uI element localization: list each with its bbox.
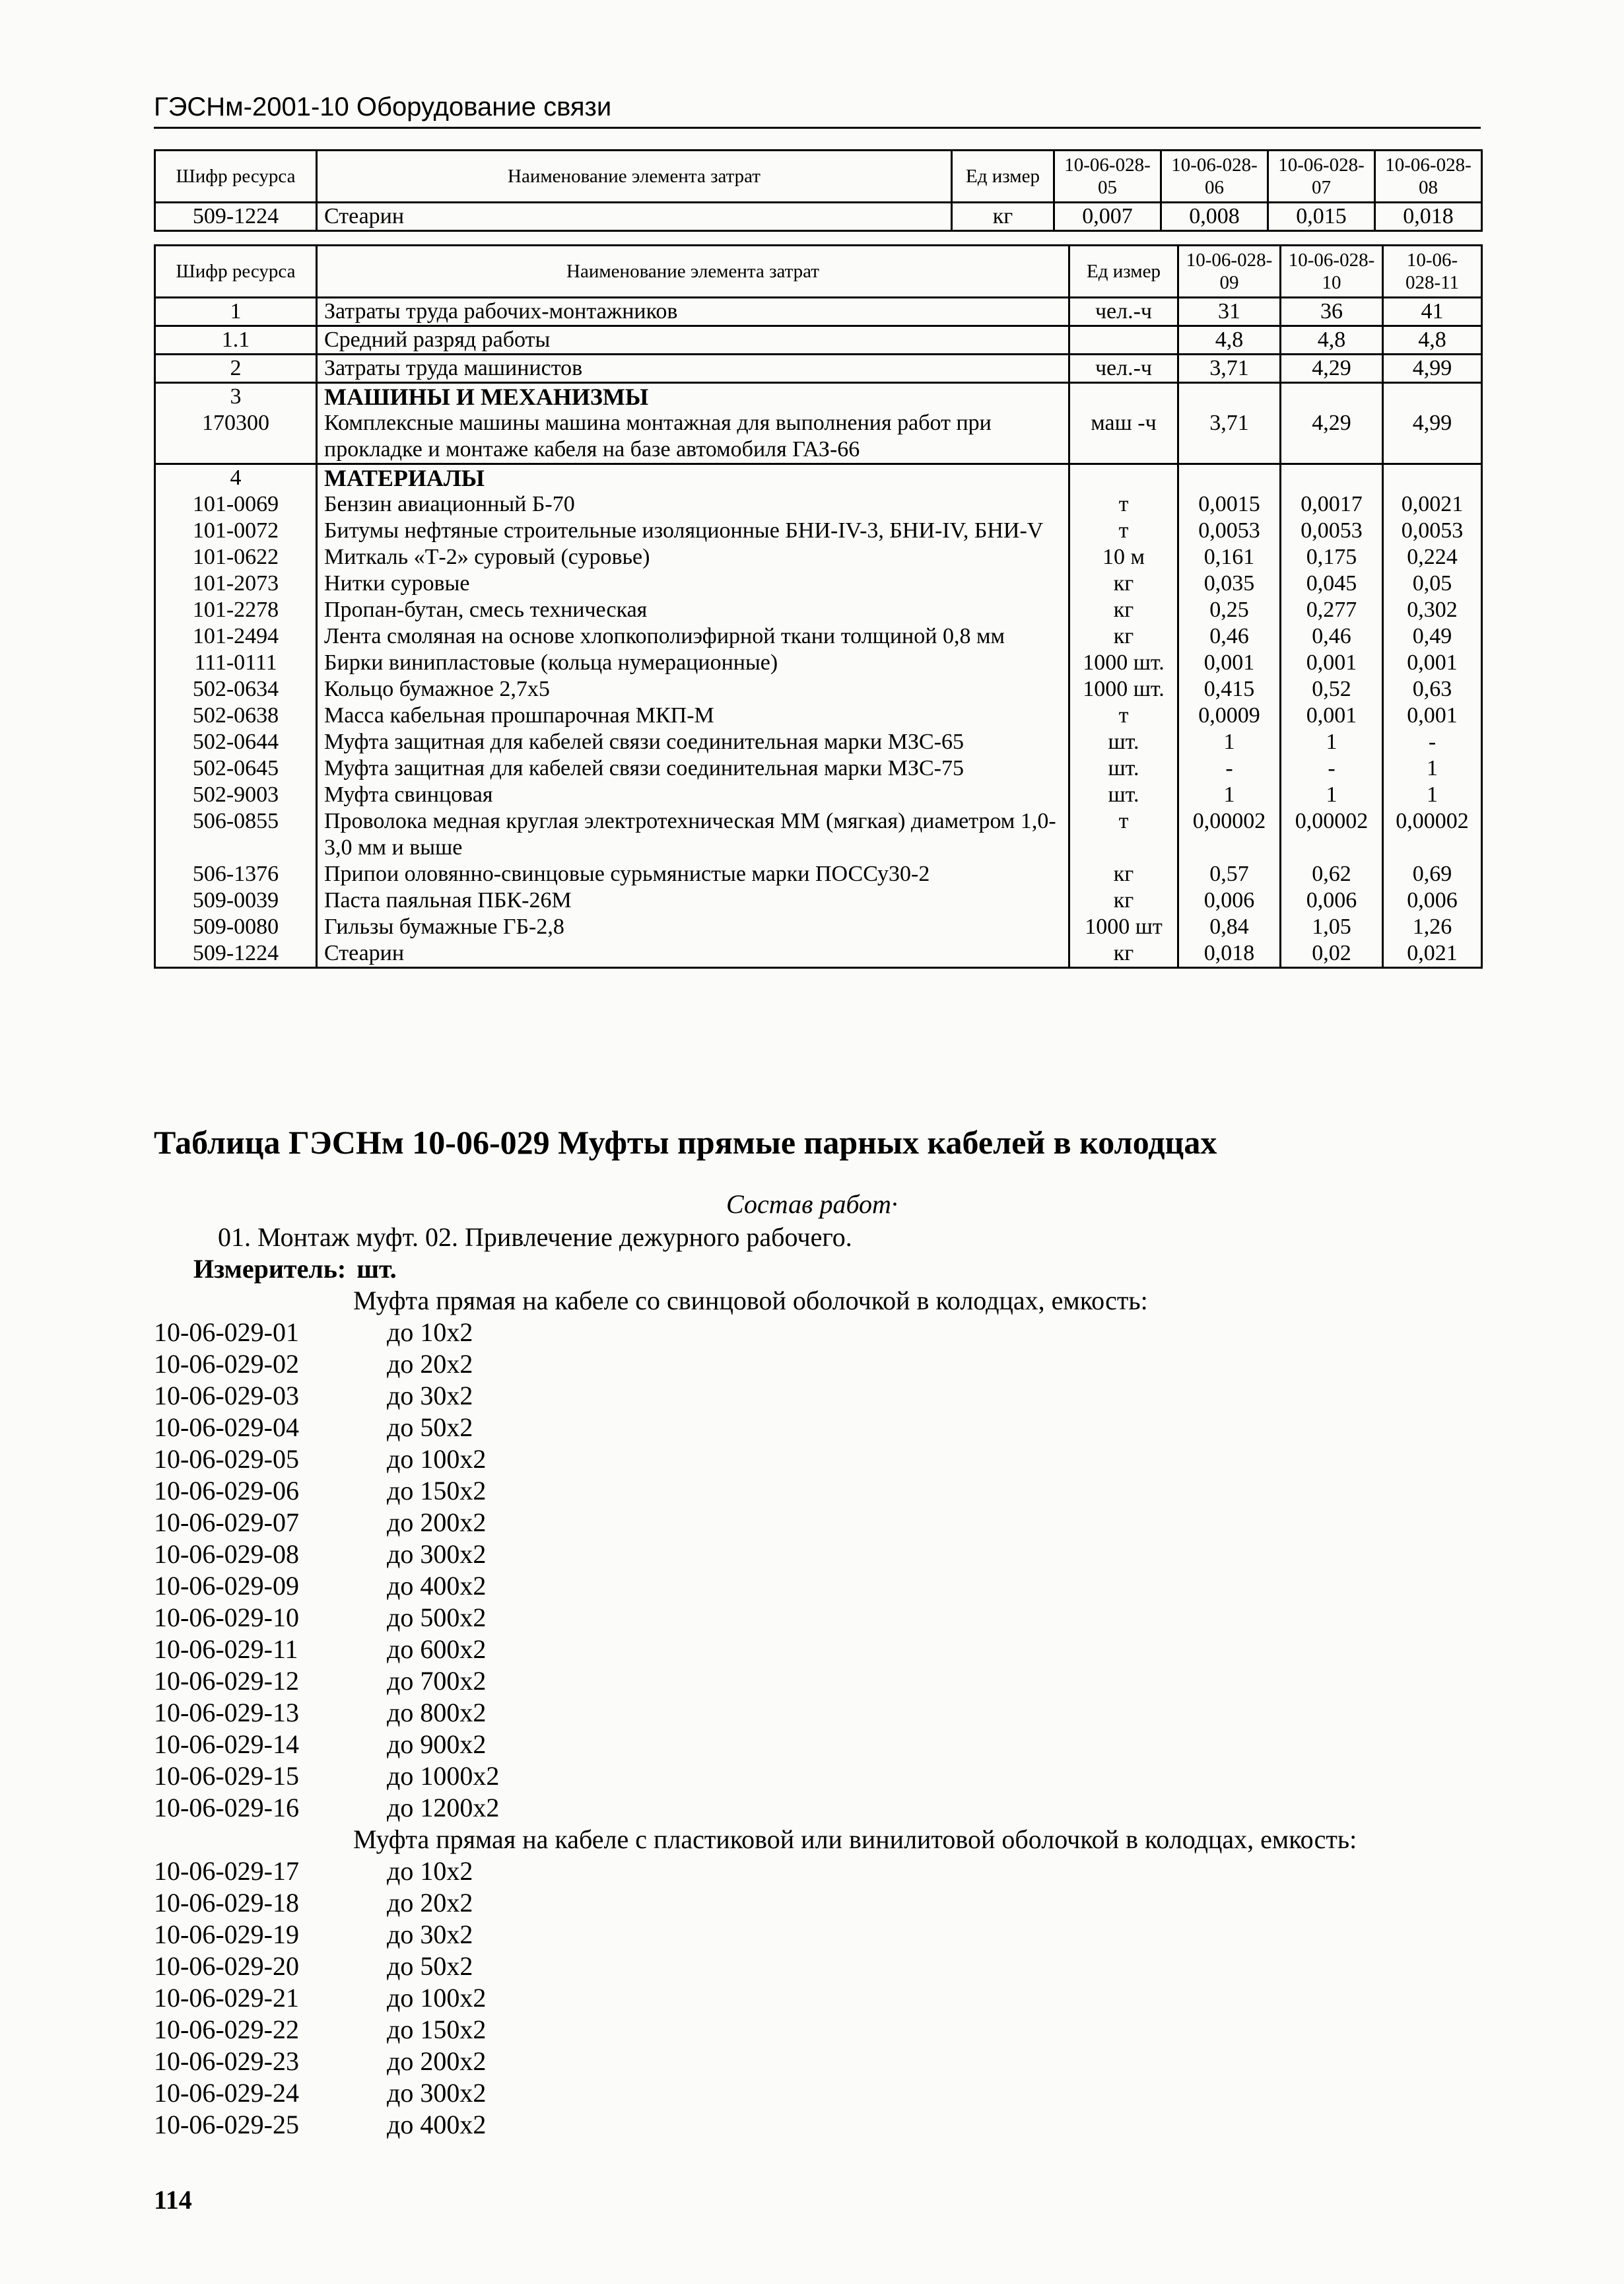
header-cell: 10-06-028-05	[1054, 151, 1161, 203]
norm-capacity: до 10x2	[387, 1317, 473, 1347]
value-cell: 0,006	[1281, 887, 1383, 914]
norm-capacity: до 800x2	[387, 1698, 487, 1727]
norm-capacity: до 400x2	[387, 1571, 487, 1601]
norm-code: 10-06-029-22	[154, 2015, 299, 2044]
resource-code: 101-0622	[155, 544, 317, 571]
cost-element-name: Масса кабельная прошпарочная МКП-М	[317, 703, 1069, 729]
norm-capacity: до 150x2	[387, 1476, 487, 1505]
table-title: Таблица ГЭСНм 10-06-029 Муфты прямые парных кабелей в колодцах	[154, 1124, 1217, 1161]
value-cell: 4,29	[1281, 410, 1383, 464]
value-cell: 3,71	[1178, 410, 1281, 464]
value-cell: 0,035	[1178, 571, 1281, 597]
value-cell: 0,46	[1178, 623, 1281, 650]
norm-code: 10-06-029-05	[154, 1444, 299, 1474]
value-cell: 0,00002	[1383, 808, 1482, 861]
value-cell: -	[1178, 755, 1281, 782]
norm-capacity: до 100x2	[387, 1444, 487, 1474]
cost-element-name: Паста паяльная ПБК-26М	[317, 887, 1069, 914]
list-item	[154, 1697, 1481, 1729]
unit: 1000 шт	[1069, 914, 1178, 940]
table-row	[155, 755, 1482, 782]
list-item	[154, 1760, 1481, 1792]
header-cell: 10-06-028-11	[1383, 246, 1482, 298]
value-cell: 4,8	[1383, 326, 1482, 355]
resource-code: 101-0069	[155, 491, 317, 518]
value-cell: 0,001	[1178, 650, 1281, 676]
header-cell: Шифр ресурса	[155, 246, 317, 298]
table-row	[155, 703, 1482, 729]
table-row	[155, 571, 1482, 597]
norm-code: 10-06-029-06	[154, 1476, 299, 1505]
norm-code: 10-06-029-09	[154, 1571, 299, 1601]
value-cell: 0,001	[1383, 703, 1482, 729]
value-cell: 41	[1383, 298, 1482, 326]
table-row	[155, 464, 1482, 492]
table-row	[155, 410, 1482, 464]
resource-code: 3	[155, 383, 317, 411]
list-item	[154, 1792, 1481, 1824]
norm-capacity: до 200x2	[387, 2046, 487, 2076]
resource-code: 509-0080	[155, 914, 317, 940]
cost-element-name: Проволока медная круглая электротехническая ММ (мягкая) диаметром 1,0-3,0 мм и выше	[317, 808, 1069, 861]
unit: шт.	[1069, 782, 1178, 808]
resource-code: 1.1	[155, 326, 317, 355]
list-item	[154, 1570, 1481, 1602]
cost-element-name: Лента смоляная на основе хлопкополиэфирной ткани толщиной 0,8 мм	[317, 623, 1069, 650]
work-composition-title: Состав работ·	[726, 1189, 898, 1219]
cost-element-name: Стеарин	[317, 203, 952, 231]
meter-label: Измеритель:	[193, 1254, 347, 1284]
value-cell: 0,0053	[1178, 518, 1281, 544]
value-cell: 0,001	[1281, 650, 1383, 676]
value-cell: -	[1281, 755, 1383, 782]
table-row	[155, 676, 1482, 703]
resource-code: 502-0644	[155, 729, 317, 755]
cost-element-name: Гильзы бумажные ГБ-2,8	[317, 914, 1069, 940]
resource-code: 170300	[155, 410, 317, 464]
resource-code: 502-0638	[155, 703, 317, 729]
value-cell: 31	[1178, 298, 1281, 326]
unit	[1069, 383, 1178, 411]
table-row	[155, 491, 1482, 518]
value-cell: 0,277	[1281, 597, 1383, 623]
cost-element-name: Средний разряд работы	[317, 326, 1069, 355]
value-cell: 4,99	[1383, 410, 1482, 464]
list-item	[154, 1855, 1481, 1887]
norm-code: 10-06-029-08	[154, 1539, 299, 1569]
list-item	[154, 1475, 1481, 1507]
value-cell: 0,018	[1375, 203, 1482, 231]
value-cell: 0,69	[1383, 861, 1482, 887]
value-cell: 0,00002	[1178, 808, 1281, 861]
norm-capacity: до 1000x2	[387, 1761, 500, 1791]
value-cell	[1383, 464, 1482, 492]
value-cell: 0,161	[1178, 544, 1281, 571]
table-row	[155, 298, 1482, 326]
unit: кг	[1069, 571, 1178, 597]
value-cell: 0,0053	[1383, 518, 1482, 544]
resource-code: 4	[155, 464, 317, 492]
value-cell: 0,015	[1268, 203, 1375, 231]
table-row	[155, 383, 1482, 411]
table-row	[155, 914, 1482, 940]
cost-element-name: Бирки винипластовые (кольца нумерационные)	[317, 650, 1069, 676]
norm-capacity: до 200x2	[387, 1507, 487, 1537]
list-item	[154, 2109, 1481, 2141]
value-cell: 0,63	[1383, 676, 1482, 703]
norm-code: 10-06-029-12	[154, 1666, 299, 1696]
norm-code: 10-06-029-04	[154, 1412, 299, 1442]
value-cell: 0,00002	[1281, 808, 1383, 861]
norm-capacity: до 700x2	[387, 1666, 487, 1696]
resource-code: 2	[155, 355, 317, 383]
unit: т	[1069, 808, 1178, 861]
norm-code: 10-06-029-03	[154, 1381, 299, 1410]
norm-items-list	[154, 1285, 1481, 2141]
value-cell: 0,52	[1281, 676, 1383, 703]
resource-code: 502-0645	[155, 755, 317, 782]
unit: 1000 шт.	[1069, 676, 1178, 703]
norm-capacity: до 30x2	[387, 1381, 473, 1410]
value-cell: 4,8	[1178, 326, 1281, 355]
list-item	[154, 2014, 1481, 2046]
cost-element-name: Битумы нефтяные строительные изоляционные БНИ-IV-3, БНИ-IV, БНИ-V	[317, 518, 1069, 544]
norm-code: 10-06-029-07	[154, 1507, 299, 1537]
unit: чел.-ч	[1069, 355, 1178, 383]
header-cell: 10-06-028-07	[1268, 151, 1375, 203]
page-header: ГЭСНм-2001-10 Оборудование связи	[154, 91, 1481, 129]
norm-capacity: до 500x2	[387, 1603, 487, 1632]
group-title: Муфта прямая на кабеле со свинцовой оболочкой в колодцах, емкость:	[353, 1286, 1148, 1315]
value-cell: 0,006	[1383, 887, 1482, 914]
value-cell	[1281, 383, 1383, 411]
cost-element-name: Муфта свинцовая	[317, 782, 1069, 808]
table-row	[155, 597, 1482, 623]
value-cell: 0,0015	[1178, 491, 1281, 518]
header-cell: Наименование элемента затрат	[317, 151, 952, 203]
value-cell: 0,006	[1178, 887, 1281, 914]
value-cell: 0,415	[1178, 676, 1281, 703]
unit: шт.	[1069, 755, 1178, 782]
cost-element-name: Кольцо бумажное 2,7x5	[317, 676, 1069, 703]
resource-code: 101-0072	[155, 518, 317, 544]
table-row	[155, 940, 1482, 968]
table-row	[155, 650, 1482, 676]
norm-capacity: до 50x2	[387, 1951, 473, 1981]
value-cell: 0,007	[1054, 203, 1161, 231]
value-cell: 0,05	[1383, 571, 1482, 597]
unit: кг	[1069, 623, 1178, 650]
list-item	[154, 1919, 1481, 1951]
norm-code: 10-06-029-23	[154, 2046, 299, 2076]
list-item	[154, 1951, 1481, 1982]
unit: т	[1069, 491, 1178, 518]
unit: кг	[1069, 861, 1178, 887]
unit: кг	[1069, 940, 1178, 968]
norm-code: 10-06-029-02	[154, 1349, 299, 1379]
value-cell	[1178, 383, 1281, 411]
value-cell: 4,8	[1281, 326, 1383, 355]
cost-element-name: Затраты труда рабочих-монтажников	[317, 298, 1069, 326]
work-composition-text: 01. Монтаж муфт. 02. Привлечение дежурного рабочего.	[218, 1222, 852, 1252]
table-row	[155, 808, 1482, 861]
table-header-row	[155, 151, 1482, 203]
value-cell: 0,46	[1281, 623, 1383, 650]
list-item	[154, 1348, 1481, 1380]
norm-code: 10-06-029-01	[154, 1317, 299, 1347]
unit: кг	[1069, 597, 1178, 623]
cost-table-028-05-08	[154, 149, 1483, 232]
norm-capacity: до 50x2	[387, 1412, 473, 1442]
norm-capacity: до 400x2	[387, 2110, 487, 2139]
value-cell: 0,0053	[1281, 518, 1383, 544]
value-cell	[1281, 464, 1383, 492]
norm-capacity: до 10x2	[387, 1856, 473, 1886]
header-cell: 10-06-028-06	[1161, 151, 1268, 203]
unit: 1000 шт.	[1069, 650, 1178, 676]
value-cell: 0,302	[1383, 597, 1482, 623]
norm-code: 10-06-029-25	[154, 2110, 299, 2139]
list-item	[154, 2046, 1481, 2077]
table-header-row	[155, 246, 1482, 298]
resource-code: 509-1224	[155, 940, 317, 968]
value-cell: 0,045	[1281, 571, 1383, 597]
meter-unit: шт.	[356, 1254, 397, 1284]
table-row	[155, 355, 1482, 383]
unit: кг	[952, 203, 1054, 231]
table-row	[155, 729, 1482, 755]
list-item	[154, 1507, 1481, 1539]
norm-capacity: до 100x2	[387, 1983, 487, 2013]
value-cell: 0,224	[1383, 544, 1482, 571]
list-item	[154, 1729, 1481, 1760]
value-cell: 0,49	[1383, 623, 1482, 650]
norm-code: 10-06-029-19	[154, 1920, 299, 1949]
value-cell: 0,175	[1281, 544, 1383, 571]
list-item	[154, 1982, 1481, 2014]
unit: чел.-ч	[1069, 298, 1178, 326]
cost-element-name: Комплексные машины машина монтажная для выполнения работ при прокладке и монтаже кабеля на базе автомобиля ГАЗ-66	[317, 410, 1069, 464]
norm-capacity: до 150x2	[387, 2015, 487, 2044]
cost-element-name: Затраты труда машинистов	[317, 355, 1069, 383]
list-item	[154, 1539, 1481, 1570]
norm-capacity: до 600x2	[387, 1634, 487, 1664]
list-item	[154, 1443, 1481, 1475]
table-row	[155, 544, 1482, 571]
norm-code: 10-06-029-20	[154, 1951, 299, 1981]
norm-capacity: до 20x2	[387, 1349, 473, 1379]
resource-code: 502-9003	[155, 782, 317, 808]
list-item	[154, 1634, 1481, 1665]
value-cell: 36	[1281, 298, 1383, 326]
value-cell: -	[1383, 729, 1482, 755]
resource-code: 111-0111	[155, 650, 317, 676]
value-cell: 0,001	[1281, 703, 1383, 729]
table-row	[155, 203, 1482, 231]
page-number: 114	[154, 2185, 192, 2215]
unit: кг	[1069, 887, 1178, 914]
resource-code: 506-1376	[155, 861, 317, 887]
header-cell: Ед измер	[952, 151, 1054, 203]
norm-capacity: до 300x2	[387, 1539, 487, 1569]
value-cell: 1,05	[1281, 914, 1383, 940]
resource-code: 1	[155, 298, 317, 326]
norm-capacity: до 30x2	[387, 1920, 473, 1949]
table-row	[155, 326, 1482, 355]
norm-code: 10-06-029-11	[154, 1634, 298, 1664]
value-cell: 0,0021	[1383, 491, 1482, 518]
value-cell: 0,0009	[1178, 703, 1281, 729]
cost-element-name: МАТЕРИАЛЫ	[317, 464, 1069, 492]
table-row	[155, 887, 1482, 914]
resource-code: 509-1224	[155, 203, 317, 231]
value-cell: 4,99	[1383, 355, 1482, 383]
value-cell: 0,008	[1161, 203, 1268, 231]
norm-code: 10-06-029-17	[154, 1856, 299, 1886]
value-cell: 0,001	[1383, 650, 1482, 676]
list-item	[154, 1380, 1481, 1412]
header-cell: 10-06-028-10	[1281, 246, 1383, 298]
value-cell: 0,25	[1178, 597, 1281, 623]
cost-element-name: Муфта защитная для кабелей связи соединительная марки МЗС-65	[317, 729, 1069, 755]
list-item	[154, 1317, 1481, 1348]
table-row	[155, 518, 1482, 544]
norm-code: 10-06-029-10	[154, 1603, 299, 1632]
list-item	[154, 1887, 1481, 1919]
value-cell: 0,62	[1281, 861, 1383, 887]
resource-code: 101-2494	[155, 623, 317, 650]
cost-element-name: Стеарин	[317, 940, 1069, 968]
norm-code: 10-06-029-16	[154, 1793, 299, 1822]
cost-element-name: Припои оловянно-свинцовые сурьмянистые марки ПОССу30-2	[317, 861, 1069, 887]
resource-code: 101-2073	[155, 571, 317, 597]
value-cell: 1,26	[1383, 914, 1482, 940]
meter-line	[193, 1253, 397, 1285]
norm-code: 10-06-029-24	[154, 2078, 299, 2108]
header-cell: 10-06-028-09	[1178, 246, 1281, 298]
cost-element-name: Муфта защитная для кабелей связи соединительная марки МЗС-75	[317, 755, 1069, 782]
value-cell: 1	[1383, 755, 1482, 782]
cost-element-name: Миткаль «Т-2» суровый (суровье)	[317, 544, 1069, 571]
value-cell: 1	[1178, 729, 1281, 755]
value-cell: 4,29	[1281, 355, 1383, 383]
norm-capacity: до 20x2	[387, 1888, 473, 1918]
value-cell: 1	[1178, 782, 1281, 808]
unit: маш -ч	[1069, 410, 1178, 464]
unit: 10 м	[1069, 544, 1178, 571]
resource-code: 101-2278	[155, 597, 317, 623]
value-cell: 1	[1281, 782, 1383, 808]
list-item	[154, 2077, 1481, 2109]
value-cell: 0,0017	[1281, 491, 1383, 518]
group-title: Муфта прямая на кабеле с пластиковой или винилитовой оболочкой в колодцах, емкость:	[353, 1824, 1357, 1854]
list-item	[154, 1665, 1481, 1697]
cost-element-name: МАШИНЫ И МЕХАНИЗМЫ	[317, 383, 1069, 411]
value-cell	[1178, 464, 1281, 492]
unit: шт.	[1069, 729, 1178, 755]
header-cell: 10-06-028-08	[1375, 151, 1482, 203]
unit	[1069, 464, 1178, 492]
norm-code: 10-06-029-13	[154, 1698, 299, 1727]
value-cell: 3,71	[1178, 355, 1281, 383]
cost-element-name: Пропан-бутан, смесь техническая	[317, 597, 1069, 623]
cost-element-name: Бензин авиационный Б-70	[317, 491, 1069, 518]
resource-code: 502-0634	[155, 676, 317, 703]
list-item	[154, 1412, 1481, 1443]
norm-capacity: до 300x2	[387, 2078, 487, 2108]
value-cell: 0,018	[1178, 940, 1281, 968]
value-cell: 0,84	[1178, 914, 1281, 940]
norm-capacity: до 900x2	[387, 1729, 487, 1759]
resource-code: 509-0039	[155, 887, 317, 914]
value-cell: 1	[1383, 782, 1482, 808]
norm-code: 10-06-029-15	[154, 1761, 299, 1791]
header-cell: Наименование элемента затрат	[317, 246, 1069, 298]
norm-code: 10-06-029-18	[154, 1888, 299, 1918]
table-row	[155, 782, 1482, 808]
header-cell: Ед измер	[1069, 246, 1178, 298]
value-cell	[1383, 383, 1482, 411]
norm-code: 10-06-029-21	[154, 1983, 299, 2013]
cost-element-name: Нитки суровые	[317, 571, 1069, 597]
norm-capacity: до 1200x2	[387, 1793, 500, 1822]
table-row	[155, 861, 1482, 887]
cost-table-028-09-11	[154, 244, 1483, 969]
list-item	[154, 1602, 1481, 1634]
value-cell: 0,57	[1178, 861, 1281, 887]
unit: т	[1069, 518, 1178, 544]
unit	[1069, 326, 1178, 355]
header-cell: Шифр ресурса	[155, 151, 317, 203]
value-cell: 0,02	[1281, 940, 1383, 968]
resource-code: 506-0855	[155, 808, 317, 861]
table-row	[155, 623, 1482, 650]
value-cell: 0,021	[1383, 940, 1482, 968]
value-cell: 1	[1281, 729, 1383, 755]
norm-code: 10-06-029-14	[154, 1729, 299, 1759]
unit: т	[1069, 703, 1178, 729]
